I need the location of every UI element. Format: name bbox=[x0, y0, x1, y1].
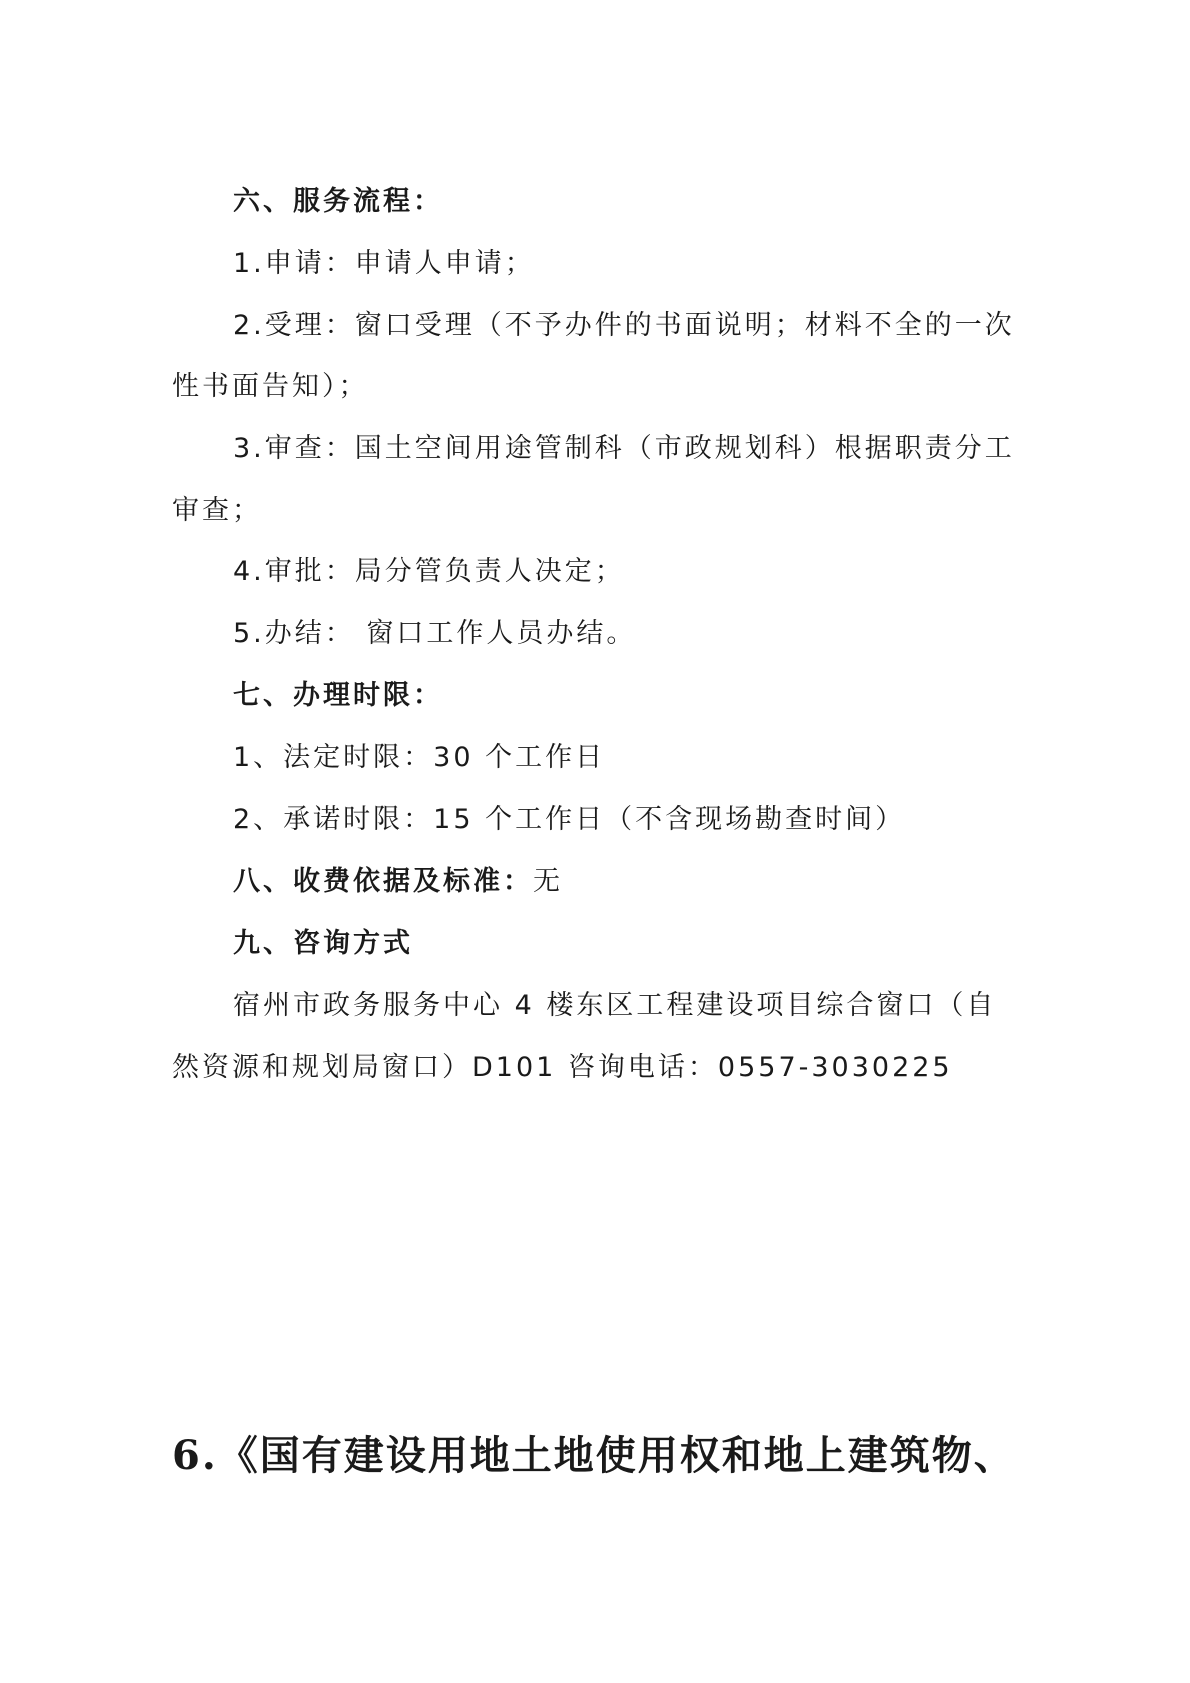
next-item-title: 6.《国有建设用地土地使用权和地上建筑物、 bbox=[172, 1432, 1016, 1479]
consult-address-cont: 然资源和规划局窗口）D101 咨询电话：0557-3030225 bbox=[172, 1052, 953, 1083]
service-flow-heading: 六、服务流程： bbox=[233, 186, 443, 217]
time-limit-heading: 七、办理时限： bbox=[233, 680, 443, 711]
flow-step-complete: 5.办结： 窗口工作人员办结。 bbox=[233, 618, 637, 649]
consult-address: 宿州市政务服务中心 4 楼东区工程建设项目综合窗口（自 bbox=[233, 990, 997, 1021]
fee-value: 无 bbox=[533, 866, 563, 897]
fee-line bbox=[233, 865, 563, 899]
flow-step-accept-cont: 性书面告知）； bbox=[172, 371, 369, 402]
consult-heading: 九、咨询方式 bbox=[233, 928, 413, 959]
promised-time-limit: 2、承诺时限：15 个工作日（不含现场勘查时间） bbox=[233, 804, 906, 835]
fee-heading: 八、收费依据及标准： bbox=[233, 866, 533, 897]
legal-time-limit: 1、法定时限：30 个工作日 bbox=[233, 742, 606, 773]
flow-step-review-cont: 审查； bbox=[172, 495, 262, 526]
flow-step-approve: 4.审批：局分管负责人决定； bbox=[233, 556, 625, 587]
flow-step-accept: 2.受理：窗口受理（不予办件的书面说明；材料不全的一次 bbox=[233, 310, 1015, 341]
flow-step-review: 3.审查：国土空间用途管制科（市政规划科）根据职责分工 bbox=[233, 433, 1015, 464]
flow-step-apply: 1.申请：申请人申请； bbox=[233, 248, 535, 279]
